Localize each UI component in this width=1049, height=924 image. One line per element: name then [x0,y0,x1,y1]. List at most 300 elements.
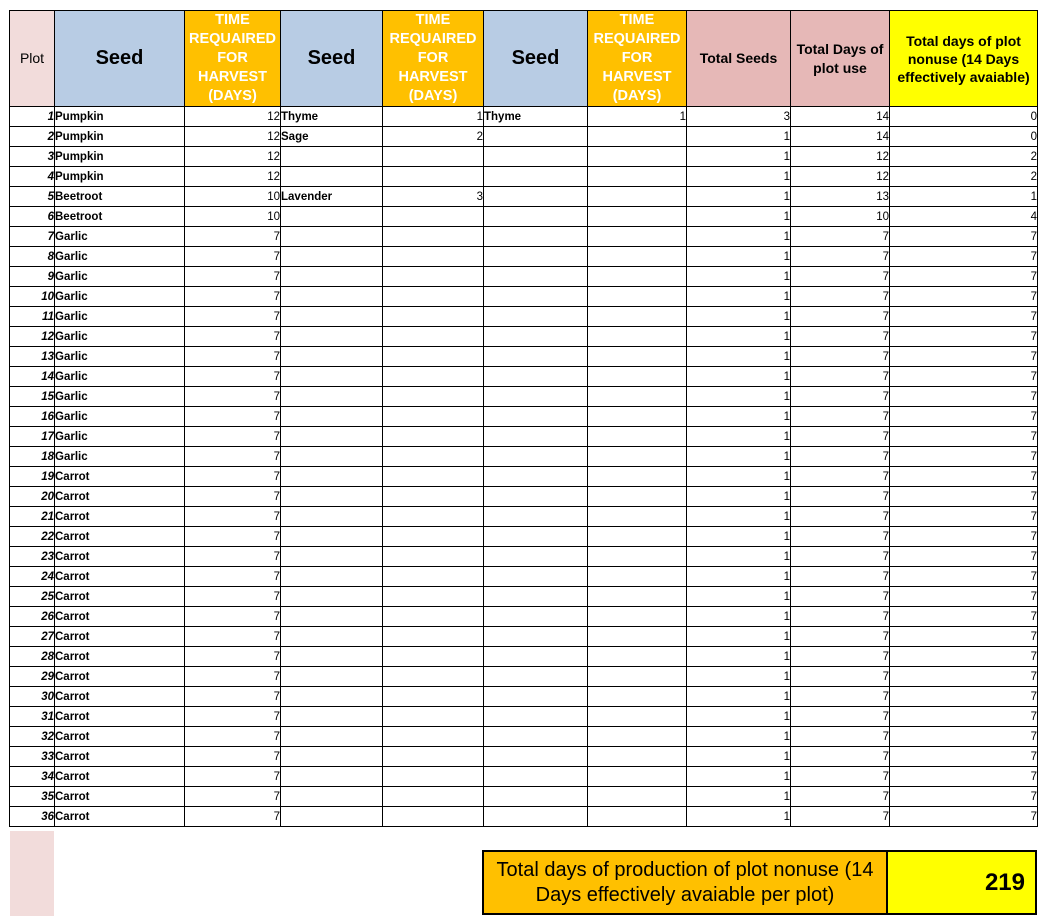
cell-seed-3[interactable] [484,647,588,667]
cell-seed-1[interactable]: Garlic [55,447,185,467]
cell-total-days-use[interactable]: 7 [791,367,890,387]
cell-harvest-time-1[interactable]: 7 [185,287,281,307]
cell-total-days-nonuse[interactable]: 7 [890,347,1038,367]
cell-total-seeds[interactable]: 1 [687,587,791,607]
cell-plot[interactable]: 10 [10,287,55,307]
cell-total-seeds[interactable]: 1 [687,767,791,787]
cell-plot[interactable]: 19 [10,467,55,487]
cell-harvest-time-3[interactable] [588,407,687,427]
cell-total-seeds[interactable]: 1 [687,527,791,547]
cell-seed-2[interactable]: Thyme [281,107,383,127]
cell-seed-2[interactable] [281,247,383,267]
cell-seed-2[interactable]: Sage [281,127,383,147]
cell-total-days-use[interactable]: 7 [791,267,890,287]
cell-plot[interactable]: 27 [10,627,55,647]
cell-total-seeds[interactable]: 1 [687,607,791,627]
cell-seed-3[interactable] [484,427,588,447]
cell-plot[interactable]: 22 [10,527,55,547]
cell-total-days-nonuse[interactable]: 7 [890,587,1038,607]
cell-harvest-time-2[interactable] [383,447,484,467]
cell-seed-1[interactable]: Garlic [55,227,185,247]
cell-total-days-nonuse[interactable]: 7 [890,567,1038,587]
cell-seed-2[interactable] [281,227,383,247]
cell-seed-3[interactable] [484,567,588,587]
cell-seed-1[interactable]: Garlic [55,427,185,447]
cell-plot[interactable]: 2 [10,127,55,147]
cell-total-days-nonuse[interactable]: 7 [890,507,1038,527]
cell-harvest-time-1[interactable]: 7 [185,347,281,367]
cell-seed-2[interactable] [281,547,383,567]
cell-plot[interactable]: 9 [10,267,55,287]
cell-harvest-time-1[interactable]: 7 [185,567,281,587]
cell-seed-2[interactable] [281,347,383,367]
cell-harvest-time-1[interactable]: 7 [185,767,281,787]
cell-total-seeds[interactable]: 1 [687,187,791,207]
cell-seed-3[interactable] [484,487,588,507]
cell-total-days-use[interactable]: 7 [791,767,890,787]
cell-total-days-use[interactable]: 7 [791,587,890,607]
cell-total-seeds[interactable]: 1 [687,287,791,307]
cell-total-seeds[interactable]: 1 [687,167,791,187]
cell-seed-2[interactable] [281,307,383,327]
cell-seed-3[interactable] [484,187,588,207]
cell-total-days-nonuse[interactable]: 7 [890,307,1038,327]
cell-plot[interactable]: 26 [10,607,55,627]
cell-total-days-nonuse[interactable]: 7 [890,687,1038,707]
cell-seed-2[interactable] [281,627,383,647]
cell-seed-1[interactable]: Carrot [55,627,185,647]
cell-harvest-time-3[interactable] [588,447,687,467]
cell-harvest-time-1[interactable]: 7 [185,267,281,287]
cell-seed-2[interactable] [281,747,383,767]
cell-harvest-time-1[interactable]: 7 [185,467,281,487]
header-seed-2[interactable]: Seed [281,11,383,107]
cell-harvest-time-3[interactable] [588,347,687,367]
cell-seed-1[interactable]: Carrot [55,767,185,787]
cell-seed-2[interactable] [281,447,383,467]
cell-plot[interactable]: 13 [10,347,55,367]
cell-total-days-use[interactable]: 7 [791,747,890,767]
cell-plot[interactable]: 30 [10,687,55,707]
cell-harvest-time-2[interactable]: 1 [383,107,484,127]
cell-total-days-use[interactable]: 7 [791,247,890,267]
cell-seed-2[interactable] [281,687,383,707]
cell-total-days-use[interactable]: 7 [791,227,890,247]
cell-seed-1[interactable]: Garlic [55,407,185,427]
cell-plot[interactable]: 14 [10,367,55,387]
cell-plot[interactable]: 29 [10,667,55,687]
cell-seed-2[interactable] [281,427,383,447]
cell-harvest-time-1[interactable]: 7 [185,667,281,687]
cell-total-days-nonuse[interactable]: 7 [890,407,1038,427]
cell-seed-2[interactable] [281,407,383,427]
cell-harvest-time-2[interactable] [383,227,484,247]
cell-seed-3[interactable] [484,667,588,687]
cell-harvest-time-2[interactable] [383,727,484,747]
header-harvest-time-2[interactable]: TIME REQUAIRED FOR HARVEST (DAYS) [383,11,484,107]
cell-harvest-time-1[interactable]: 7 [185,327,281,347]
cell-seed-3[interactable] [484,627,588,647]
cell-harvest-time-3[interactable] [588,307,687,327]
cell-harvest-time-2[interactable] [383,747,484,767]
cell-total-days-nonuse[interactable]: 7 [890,647,1038,667]
cell-harvest-time-2[interactable] [383,667,484,687]
cell-harvest-time-1[interactable]: 12 [185,127,281,147]
cell-total-days-use[interactable]: 7 [791,707,890,727]
cell-plot[interactable]: 12 [10,327,55,347]
cell-seed-1[interactable]: Carrot [55,667,185,687]
cell-total-seeds[interactable]: 1 [687,667,791,687]
cell-harvest-time-2[interactable] [383,267,484,287]
cell-seed-2[interactable] [281,607,383,627]
cell-seed-1[interactable]: Carrot [55,487,185,507]
cell-total-seeds[interactable]: 1 [687,127,791,147]
cell-plot[interactable]: 34 [10,767,55,787]
cell-harvest-time-1[interactable]: 12 [185,147,281,167]
cell-seed-1[interactable]: Carrot [55,467,185,487]
cell-total-days-nonuse[interactable]: 7 [890,547,1038,567]
cell-harvest-time-1[interactable]: 7 [185,427,281,447]
cell-total-days-use[interactable]: 7 [791,427,890,447]
cell-total-days-use[interactable]: 14 [791,107,890,127]
cell-harvest-time-2[interactable] [383,527,484,547]
cell-total-days-nonuse[interactable]: 7 [890,487,1038,507]
summary-label[interactable] [482,850,888,915]
cell-total-days-use[interactable]: 7 [791,447,890,467]
cell-plot[interactable]: 31 [10,707,55,727]
cell-total-days-nonuse[interactable]: 7 [890,527,1038,547]
cell-harvest-time-3[interactable] [588,767,687,787]
cell-seed-3[interactable] [484,607,588,627]
cell-harvest-time-1[interactable]: 12 [185,167,281,187]
cell-total-days-nonuse[interactable]: 7 [890,267,1038,287]
cell-total-days-use[interactable]: 7 [791,347,890,367]
cell-harvest-time-2[interactable] [383,427,484,447]
cell-harvest-time-3[interactable] [588,687,687,707]
cell-seed-1[interactable]: Garlic [55,367,185,387]
cell-seed-3[interactable] [484,147,588,167]
cell-plot[interactable]: 33 [10,747,55,767]
cell-seed-1[interactable]: Pumpkin [55,107,185,127]
cell-harvest-time-1[interactable]: 7 [185,527,281,547]
cell-total-days-nonuse[interactable]: 7 [890,707,1038,727]
cell-seed-2[interactable] [281,667,383,687]
cell-seed-3[interactable] [484,367,588,387]
cell-harvest-time-1[interactable]: 12 [185,107,281,127]
cell-seed-3[interactable] [484,787,588,807]
cell-seed-1[interactable]: Carrot [55,647,185,667]
cell-total-seeds[interactable]: 1 [687,207,791,227]
cell-seed-3[interactable] [484,207,588,227]
cell-seed-3[interactable] [484,227,588,247]
cell-harvest-time-2[interactable] [383,147,484,167]
cell-seed-2[interactable] [281,647,383,667]
cell-plot[interactable]: 35 [10,787,55,807]
cell-seed-3[interactable] [484,387,588,407]
cell-plot[interactable]: 1 [10,107,55,127]
cell-harvest-time-3[interactable] [588,747,687,767]
cell-total-days-nonuse[interactable]: 7 [890,447,1038,467]
header-harvest-time-3[interactable]: TIME REQUAIRED FOR HARVEST (DAYS) [588,11,687,107]
cell-total-days-use[interactable]: 7 [791,387,890,407]
cell-harvest-time-1[interactable]: 7 [185,727,281,747]
cell-harvest-time-2[interactable] [383,167,484,187]
cell-seed-3[interactable] [484,267,588,287]
cell-harvest-time-3[interactable] [588,527,687,547]
cell-plot[interactable]: 11 [10,307,55,327]
cell-seed-1[interactable]: Carrot [55,547,185,567]
cell-harvest-time-1[interactable]: 7 [185,227,281,247]
cell-harvest-time-1[interactable]: 7 [185,487,281,507]
cell-harvest-time-1[interactable]: 7 [185,367,281,387]
cell-harvest-time-3[interactable] [588,807,687,827]
cell-harvest-time-2[interactable] [383,767,484,787]
cell-seed-3[interactable] [484,747,588,767]
cell-harvest-time-2[interactable] [383,407,484,427]
cell-total-days-nonuse[interactable]: 7 [890,767,1038,787]
cell-seed-3[interactable] [484,527,588,547]
cell-seed-1[interactable]: Carrot [55,687,185,707]
cell-seed-2[interactable]: Lavender [281,187,383,207]
cell-total-days-use[interactable]: 14 [791,127,890,147]
cell-harvest-time-3[interactable] [588,567,687,587]
cell-harvest-time-1[interactable]: 7 [185,647,281,667]
cell-seed-2[interactable] [281,807,383,827]
cell-harvest-time-1[interactable]: 7 [185,607,281,627]
cell-total-seeds[interactable]: 1 [687,247,791,267]
cell-harvest-time-2[interactable] [383,307,484,327]
cell-total-seeds[interactable]: 1 [687,327,791,347]
cell-total-days-nonuse[interactable]: 7 [890,627,1038,647]
cell-seed-3[interactable] [484,407,588,427]
cell-plot[interactable]: 4 [10,167,55,187]
cell-total-days-nonuse[interactable]: 7 [890,747,1038,767]
cell-plot[interactable]: 6 [10,207,55,227]
cell-seed-1[interactable]: Pumpkin [55,147,185,167]
cell-seed-1[interactable]: Carrot [55,727,185,747]
cell-total-seeds[interactable]: 1 [687,447,791,467]
cell-seed-1[interactable]: Carrot [55,607,185,627]
header-total-days-use[interactable]: Total Days of plot use [791,11,890,107]
cell-seed-3[interactable]: Thyme [484,107,588,127]
cell-harvest-time-3[interactable] [588,147,687,167]
cell-harvest-time-3[interactable] [588,727,687,747]
cell-total-days-nonuse[interactable]: 7 [890,807,1038,827]
cell-total-days-nonuse[interactable]: 7 [890,287,1038,307]
cell-total-days-nonuse[interactable]: 7 [890,327,1038,347]
cell-harvest-time-2[interactable] [383,467,484,487]
cell-plot[interactable]: 32 [10,727,55,747]
cell-plot[interactable]: 25 [10,587,55,607]
cell-total-seeds[interactable]: 1 [687,227,791,247]
cell-total-days-nonuse[interactable]: 2 [890,167,1038,187]
cell-harvest-time-3[interactable] [588,387,687,407]
cell-seed-3[interactable] [484,467,588,487]
cell-total-days-nonuse[interactable]: 7 [890,607,1038,627]
cell-total-seeds[interactable]: 1 [687,547,791,567]
cell-harvest-time-3[interactable] [588,367,687,387]
cell-total-days-use[interactable]: 7 [791,687,890,707]
cell-harvest-time-3[interactable] [588,487,687,507]
cell-plot[interactable]: 3 [10,147,55,167]
cell-seed-1[interactable]: Pumpkin [55,167,185,187]
cell-total-days-use[interactable]: 7 [791,667,890,687]
cell-harvest-time-3[interactable] [588,667,687,687]
cell-total-days-use[interactable]: 7 [791,287,890,307]
cell-harvest-time-3[interactable] [588,327,687,347]
cell-plot[interactable]: 24 [10,567,55,587]
cell-plot[interactable]: 8 [10,247,55,267]
cell-total-seeds[interactable]: 1 [687,787,791,807]
cell-total-days-use[interactable]: 7 [791,407,890,427]
cell-harvest-time-3[interactable] [588,247,687,267]
cell-seed-3[interactable] [484,327,588,347]
cell-seed-3[interactable] [484,447,588,467]
cell-seed-3[interactable] [484,507,588,527]
cell-harvest-time-3[interactable] [588,627,687,647]
cell-seed-3[interactable] [484,727,588,747]
cell-harvest-time-1[interactable]: 7 [185,407,281,427]
cell-harvest-time-2[interactable] [383,387,484,407]
cell-harvest-time-1[interactable]: 7 [185,387,281,407]
cell-seed-3[interactable] [484,287,588,307]
cell-harvest-time-3[interactable] [588,787,687,807]
cell-seed-1[interactable]: Garlic [55,247,185,267]
cell-total-seeds[interactable]: 1 [687,407,791,427]
cell-plot[interactable]: 16 [10,407,55,427]
cell-total-seeds[interactable]: 3 [687,107,791,127]
cell-total-seeds[interactable]: 1 [687,647,791,667]
cell-seed-3[interactable] [484,247,588,267]
cell-total-days-use[interactable]: 7 [791,727,890,747]
cell-harvest-time-2[interactable] [383,507,484,527]
header-seed-1[interactable]: Seed [55,11,185,107]
cell-seed-3[interactable] [484,687,588,707]
cell-seed-2[interactable] [281,147,383,167]
cell-total-days-nonuse[interactable]: 7 [890,367,1038,387]
cell-harvest-time-2[interactable] [383,587,484,607]
header-total-days-nonuse[interactable]: Total days of plot nonuse (14 Days effectively avaiable) [890,11,1038,107]
cell-total-days-nonuse[interactable]: 1 [890,187,1038,207]
cell-total-days-use[interactable]: 7 [791,547,890,567]
cell-seed-2[interactable] [281,267,383,287]
cell-harvest-time-2[interactable] [383,367,484,387]
cell-seed-2[interactable] [281,167,383,187]
cell-harvest-time-1[interactable]: 10 [185,187,281,207]
cell-seed-3[interactable] [484,767,588,787]
cell-total-days-use[interactable]: 7 [791,567,890,587]
cell-harvest-time-2[interactable] [383,547,484,567]
cell-total-days-nonuse[interactable]: 7 [890,427,1038,447]
cell-seed-1[interactable]: Pumpkin [55,127,185,147]
cell-total-days-nonuse[interactable]: 7 [890,727,1038,747]
cell-seed-2[interactable] [281,507,383,527]
cell-total-seeds[interactable]: 1 [687,147,791,167]
cell-harvest-time-3[interactable] [588,227,687,247]
cell-harvest-time-1[interactable]: 7 [185,247,281,267]
cell-total-days-nonuse[interactable]: 0 [890,107,1038,127]
cell-harvest-time-2[interactable] [383,287,484,307]
cell-harvest-time-1[interactable]: 7 [185,707,281,727]
cell-total-seeds[interactable]: 1 [687,467,791,487]
cell-harvest-time-3[interactable] [588,607,687,627]
cell-plot[interactable]: 21 [10,507,55,527]
cell-harvest-time-3[interactable] [588,707,687,727]
cell-plot[interactable]: 5 [10,187,55,207]
cell-harvest-time-1[interactable]: 7 [185,687,281,707]
cell-total-days-use[interactable]: 7 [791,487,890,507]
cell-harvest-time-2[interactable]: 3 [383,187,484,207]
cell-total-seeds[interactable]: 1 [687,347,791,367]
cell-harvest-time-1[interactable]: 7 [185,627,281,647]
cell-harvest-time-3[interactable] [588,647,687,667]
cell-harvest-time-1[interactable]: 7 [185,747,281,767]
cell-total-days-use[interactable]: 7 [791,327,890,347]
cell-harvest-time-3[interactable] [588,467,687,487]
cell-seed-1[interactable]: Garlic [55,327,185,347]
cell-harvest-time-2[interactable] [383,687,484,707]
cell-plot[interactable]: 7 [10,227,55,247]
cell-total-seeds[interactable]: 1 [687,367,791,387]
cell-seed-2[interactable] [281,487,383,507]
cell-total-seeds[interactable]: 1 [687,487,791,507]
cell-harvest-time-3[interactable] [588,547,687,567]
cell-harvest-time-3[interactable] [588,587,687,607]
cell-total-days-nonuse[interactable]: 4 [890,207,1038,227]
cell-seed-2[interactable] [281,527,383,547]
cell-harvest-time-3[interactable] [588,267,687,287]
cell-total-days-use[interactable]: 7 [791,507,890,527]
cell-seed-1[interactable]: Carrot [55,527,185,547]
cell-total-seeds[interactable]: 1 [687,267,791,287]
cell-harvest-time-3[interactable] [588,167,687,187]
cell-plot[interactable]: 28 [10,647,55,667]
cell-total-days-use[interactable]: 7 [791,647,890,667]
cell-seed-3[interactable] [484,167,588,187]
cell-total-seeds[interactable]: 1 [687,687,791,707]
cell-total-seeds[interactable]: 1 [687,627,791,647]
cell-plot[interactable]: 36 [10,807,55,827]
cell-harvest-time-2[interactable] [383,627,484,647]
cell-seed-3[interactable] [484,587,588,607]
cell-total-seeds[interactable]: 1 [687,747,791,767]
cell-plot[interactable]: 18 [10,447,55,467]
header-plot[interactable]: Plot [10,11,55,107]
cell-total-seeds[interactable]: 1 [687,387,791,407]
cell-harvest-time-1[interactable]: 7 [185,787,281,807]
cell-total-days-nonuse[interactable]: 7 [890,667,1038,687]
cell-seed-2[interactable] [281,387,383,407]
cell-harvest-time-2[interactable] [383,207,484,227]
cell-harvest-time-1[interactable]: 10 [185,207,281,227]
cell-seed-2[interactable] [281,367,383,387]
cell-seed-2[interactable] [281,587,383,607]
cell-seed-1[interactable]: Garlic [55,387,185,407]
cell-seed-2[interactable] [281,287,383,307]
cell-harvest-time-3[interactable] [588,187,687,207]
cell-seed-1[interactable]: Carrot [55,567,185,587]
cell-seed-1[interactable]: Beetroot [55,187,185,207]
cell-harvest-time-1[interactable]: 7 [185,807,281,827]
cell-total-days-nonuse[interactable]: 7 [890,227,1038,247]
cell-seed-1[interactable]: Carrot [55,747,185,767]
cell-harvest-time-2[interactable] [383,347,484,367]
cell-seed-2[interactable] [281,327,383,347]
cell-seed-1[interactable]: Carrot [55,707,185,727]
cell-harvest-time-2[interactable] [383,327,484,347]
cell-harvest-time-2[interactable] [383,567,484,587]
cell-total-days-nonuse[interactable]: 0 [890,127,1038,147]
